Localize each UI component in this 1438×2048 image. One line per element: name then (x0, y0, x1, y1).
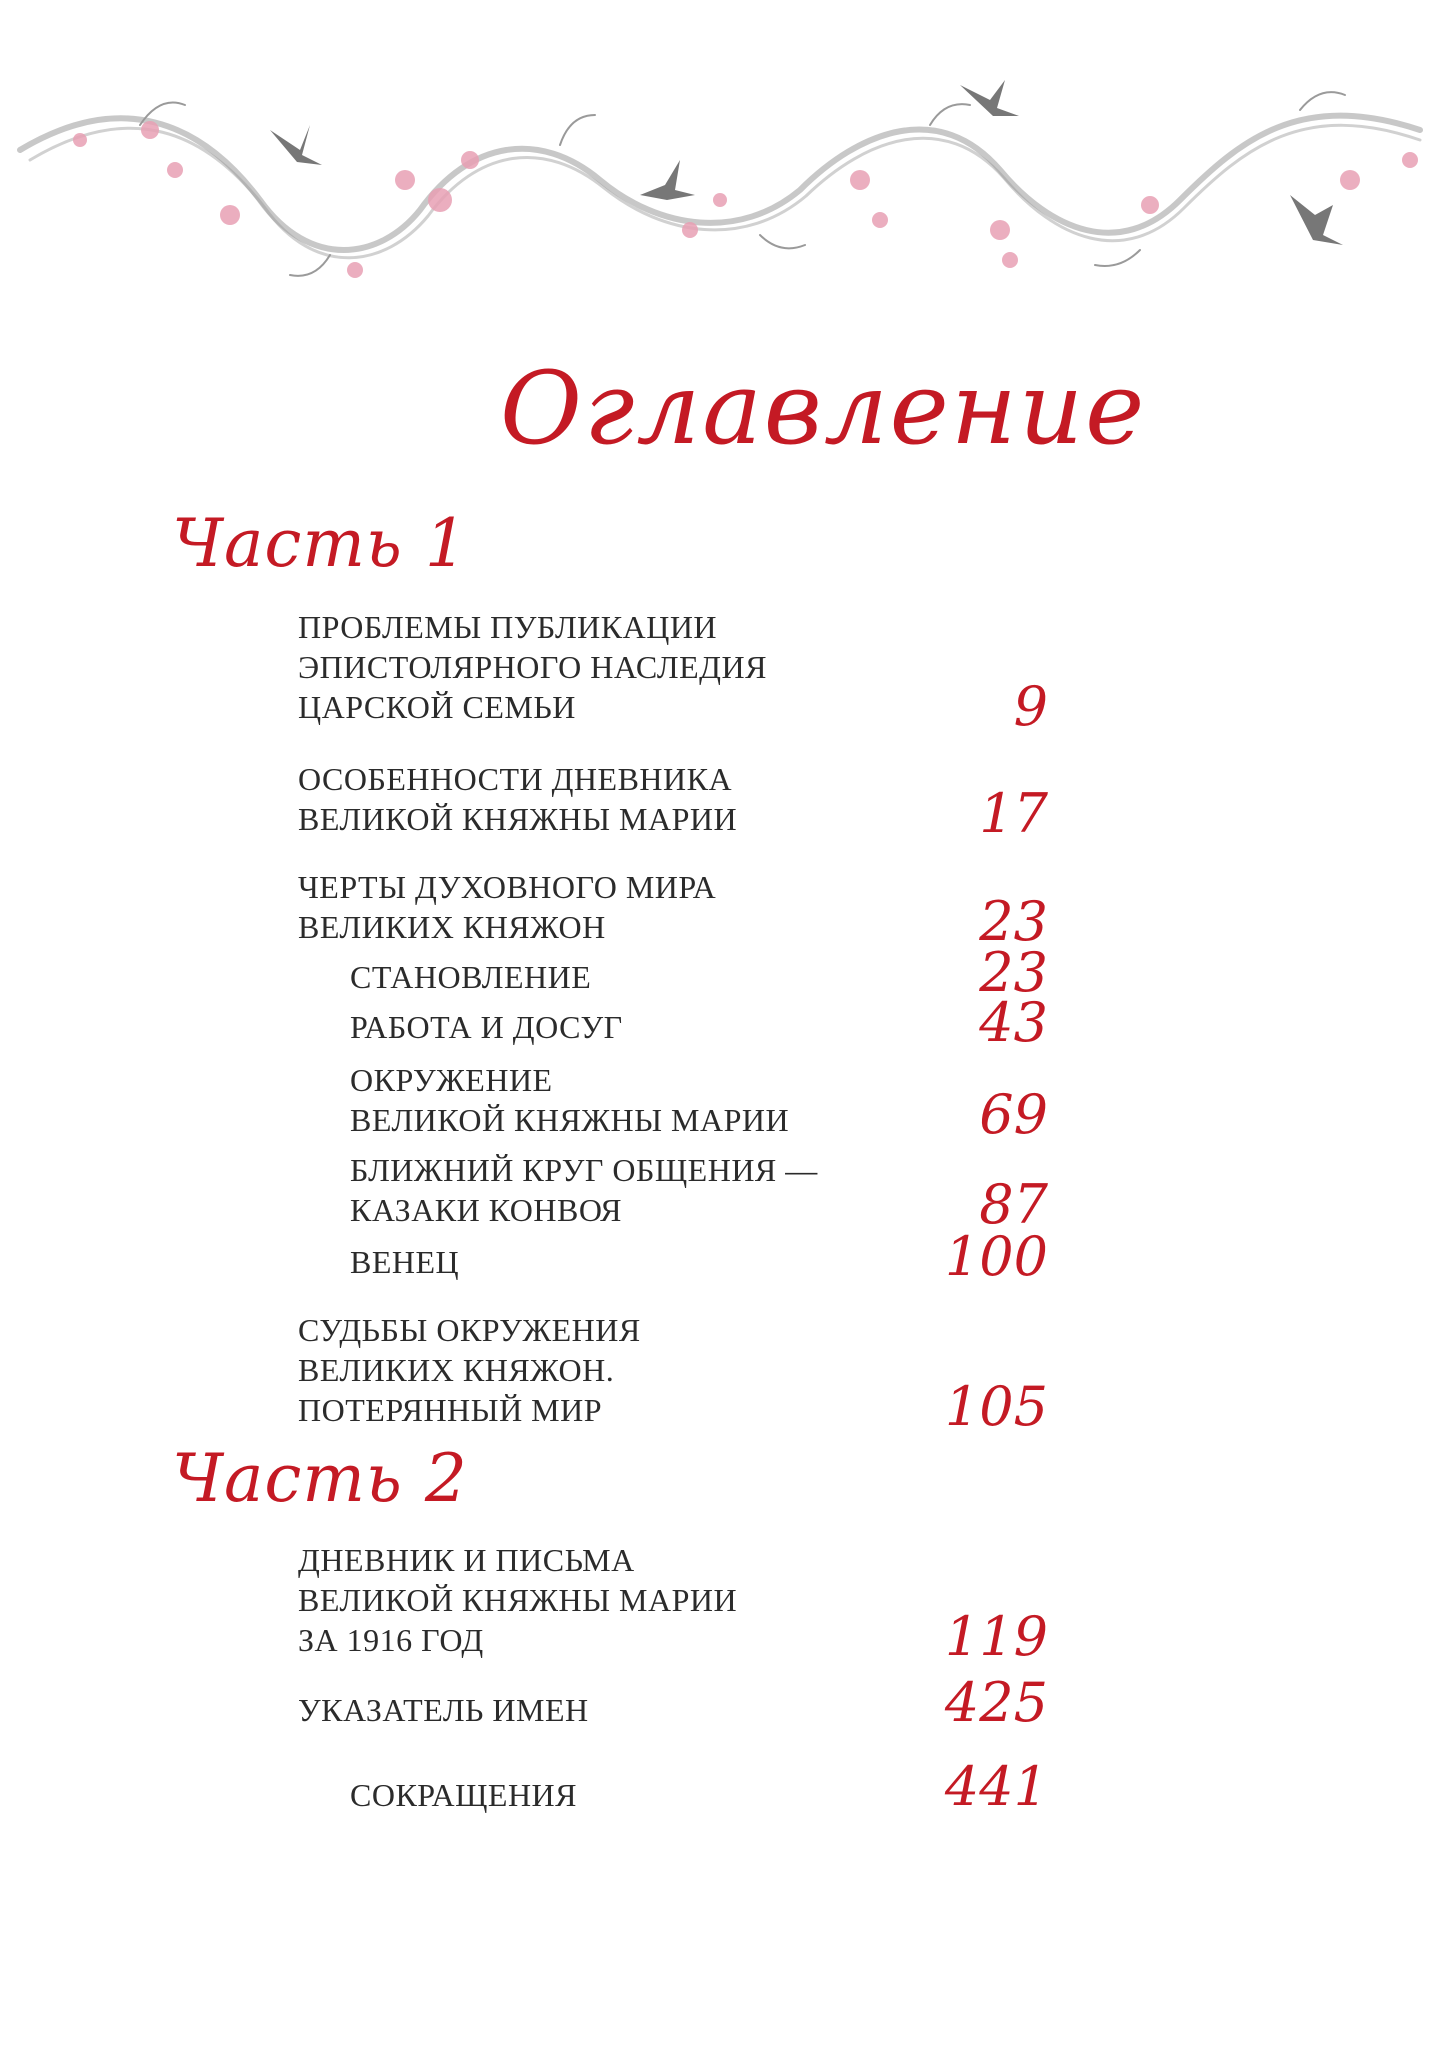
toc-entry[interactable] (298, 759, 737, 839)
toc-page-number: 23 (979, 941, 1048, 1004)
toc-entry-line: СОКРАЩЕНИЯ (350, 1777, 577, 1813)
toc-page-number: 425 (944, 1671, 1048, 1734)
toc-page-number: 69 (979, 1083, 1048, 1146)
toc-subentry[interactable] (350, 1150, 818, 1230)
toc-entry-line: ЭПИСТОЛЯРНОГО НАСЛЕДИЯ (298, 649, 767, 685)
toc-entry-line: ПОТЕРЯННЫЙ МИР (298, 1392, 603, 1428)
toc-subentry[interactable] (350, 957, 591, 997)
toc-entry-line: ВЕЛИКИХ КНЯЖОН. (298, 1352, 615, 1388)
toc-page-number: 441 (944, 1755, 1048, 1818)
toc-entry-line: ВЕЛИКОЙ КНЯЖНЫ МАРИИ (298, 801, 738, 837)
toc-entry-line: ОКРУЖЕНИЕ (350, 1062, 553, 1098)
part-2-title: Часть 2 (172, 1440, 468, 1517)
toc-page-number: 43 (979, 991, 1048, 1054)
toc-entry-line: ПРОБЛЕМЫ ПУБЛИКАЦИИ (298, 609, 718, 645)
toc-entry-line: ЗА 1916 ГОД (298, 1622, 484, 1658)
toc-entry-line: КАЗАКИ КОНВОЯ (350, 1192, 623, 1228)
toc-entry-line: ВЕЛИКИХ КНЯЖОН (298, 909, 606, 945)
toc-subentry[interactable] (350, 1242, 459, 1282)
toc-entry-line: УКАЗАТЕЛЬ ИМЕН (298, 1692, 589, 1728)
toc-page-number: 17 (979, 782, 1048, 845)
toc-entry-line: СУДЬБЫ ОКРУЖЕНИЯ (298, 1312, 641, 1348)
toc-page-number: 119 (944, 1605, 1048, 1668)
toc-entry[interactable] (298, 607, 767, 727)
toc-page-number: 23 (979, 890, 1048, 953)
toc-entry[interactable] (298, 1540, 737, 1660)
toc-entry[interactable] (298, 867, 716, 947)
toc-page-number: 87 (979, 1173, 1048, 1236)
floral-ornament (0, 30, 1438, 330)
toc-entry-line: ЦАРСКОЙ СЕМЬИ (298, 689, 576, 725)
toc-entry-line: БЛИЖНИЙ КРУГ ОБЩЕНИЯ — (350, 1152, 818, 1188)
toc-page-number: 9 (1013, 675, 1048, 738)
toc-subentry[interactable] (350, 1007, 623, 1047)
toc-subentry[interactable] (350, 1775, 577, 1815)
toc-entry-line: СТАНОВЛЕНИЕ (350, 959, 592, 995)
part-1-title: Часть 1 (172, 505, 468, 582)
toc-entry-line: ОСОБЕННОСТИ ДНЕВНИКА (298, 761, 733, 797)
toc-entry-line: ЧЕРТЫ ДУХОВНОГО МИРА (298, 869, 717, 905)
toc-entry-line: ДНЕВНИК И ПИСЬМА (298, 1542, 635, 1578)
toc-entry[interactable] (298, 1310, 641, 1430)
toc-entry-line: ВЕЛИКОЙ КНЯЖНЫ МАРИИ (298, 1582, 738, 1618)
toc-entry[interactable] (298, 1690, 589, 1730)
toc-entry-line: ВЕЛИКОЙ КНЯЖНЫ МАРИИ (350, 1102, 790, 1138)
toc-page-number: 105 (944, 1375, 1048, 1438)
toc-entry-line: РАБОТА И ДОСУГ (350, 1009, 623, 1045)
toc-page-number: 100 (944, 1225, 1048, 1288)
page-title: Оглавление (500, 350, 1147, 467)
toc-entry-line: ВЕНЕЦ (350, 1244, 460, 1280)
toc-subentry[interactable] (350, 1060, 789, 1140)
